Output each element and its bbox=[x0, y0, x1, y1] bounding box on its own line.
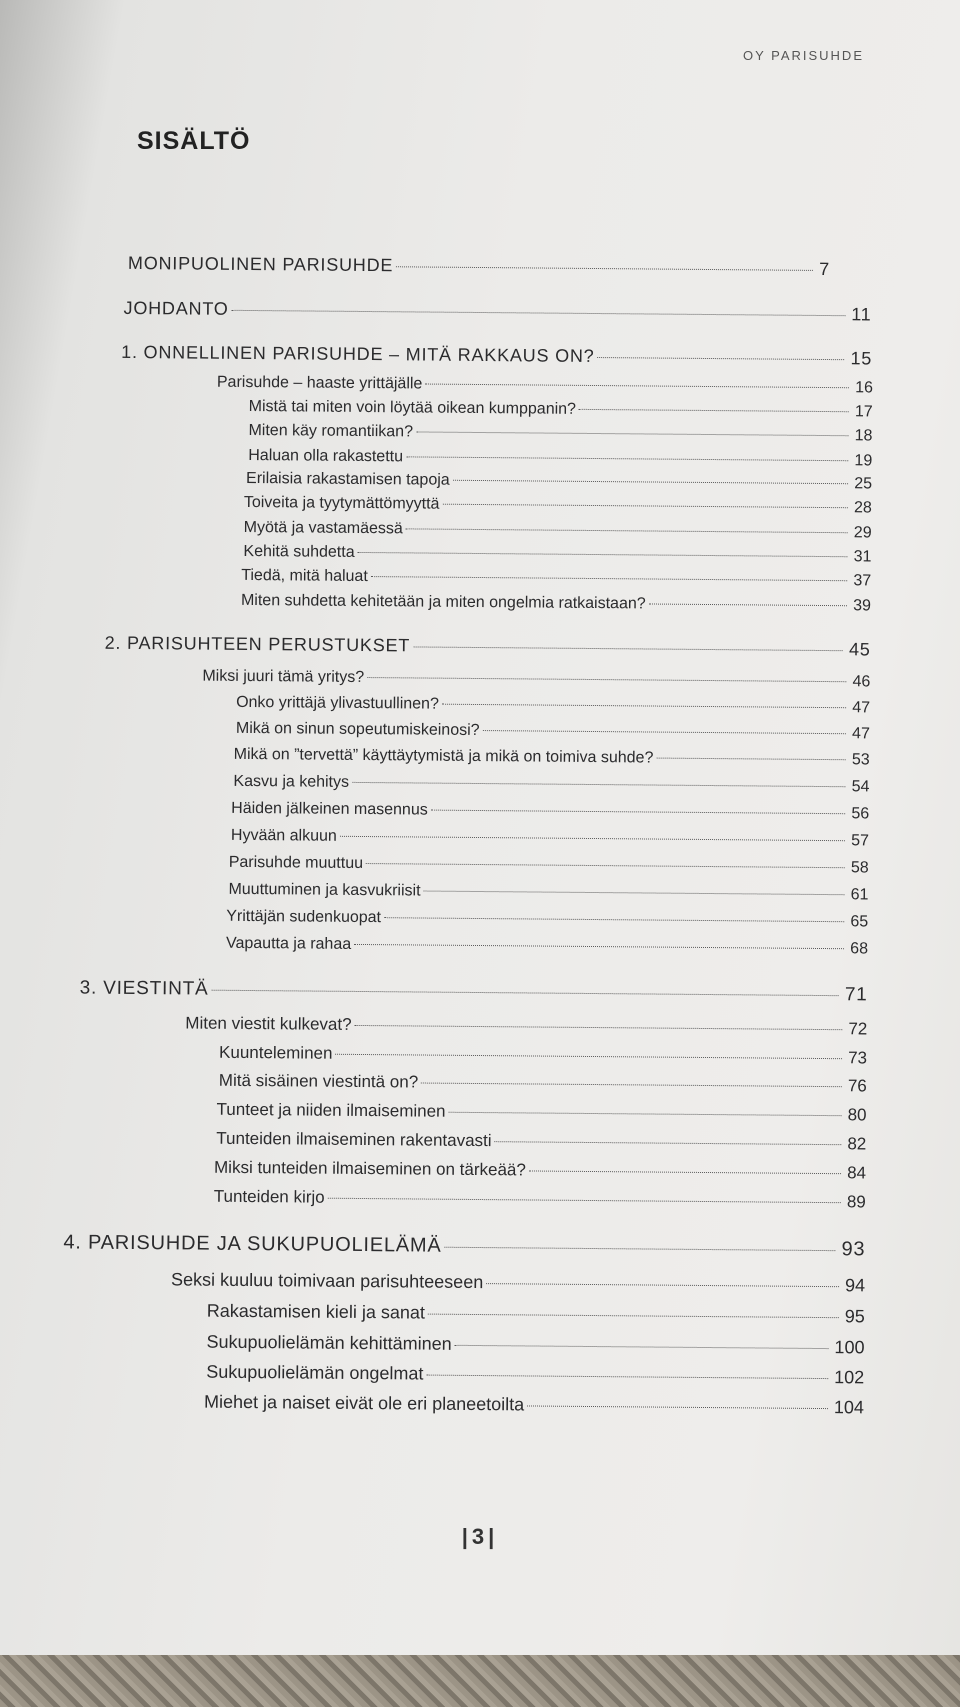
entry-page: 31 bbox=[853, 548, 872, 566]
toc-entry bbox=[229, 854, 869, 878]
entry-page: 47 bbox=[852, 725, 870, 743]
dot-leader bbox=[656, 758, 845, 761]
dot-leader bbox=[442, 704, 846, 709]
entry-page: 45 bbox=[848, 639, 871, 660]
dot-leader bbox=[352, 782, 846, 787]
toc-entry bbox=[128, 253, 830, 280]
dot-leader bbox=[328, 1198, 841, 1203]
toc-entry bbox=[185, 1013, 867, 1039]
entry-title: Mikä on ”tervettä” käyttäytymistä ja mikä on toimiva suhde? bbox=[233, 745, 654, 767]
entry-title: Sukupuolielämän ongelmat bbox=[206, 1361, 424, 1384]
dot-leader bbox=[449, 1112, 842, 1116]
entry-page: 76 bbox=[847, 1076, 867, 1096]
page-number bbox=[0, 1524, 960, 1550]
entry-page: 16 bbox=[855, 379, 873, 397]
entry-title: Miten viestit kulkevat? bbox=[185, 1013, 352, 1034]
entry-page: 65 bbox=[850, 913, 869, 931]
toc-entry bbox=[105, 633, 871, 661]
dot-leader bbox=[340, 836, 845, 841]
toc-entry bbox=[121, 342, 872, 370]
dot-leader bbox=[425, 384, 849, 389]
dot-leader bbox=[598, 357, 845, 360]
dot-leader bbox=[406, 528, 848, 533]
toc-entry bbox=[206, 1332, 864, 1359]
dot-leader bbox=[421, 1083, 842, 1088]
entry-title: Haluan olla rakastettu bbox=[248, 446, 404, 466]
toc-entry bbox=[63, 1231, 865, 1261]
entry-page: 17 bbox=[854, 403, 873, 421]
toc-entry bbox=[206, 1362, 864, 1389]
toc-entry bbox=[231, 827, 869, 851]
toc-entry bbox=[246, 470, 872, 493]
dot-leader bbox=[384, 917, 844, 922]
entry-page: 104 bbox=[833, 1397, 865, 1418]
entry-title: Miksi juuri tämä yritys? bbox=[202, 667, 365, 687]
dot-leader bbox=[455, 1345, 829, 1349]
entry-page: 47 bbox=[852, 699, 871, 717]
entry-title: Onko yrittäjä ylivastuullinen? bbox=[236, 693, 439, 713]
entry-page: 73 bbox=[848, 1048, 868, 1068]
entry-title: Kehitä suhdetta bbox=[243, 542, 355, 561]
entry-page: 57 bbox=[851, 832, 870, 850]
entry-title: 4. PARISUHDE JA SUKUPUOLIELÄMÄ bbox=[63, 1231, 442, 1257]
dot-leader bbox=[212, 990, 839, 996]
dot-leader bbox=[445, 1247, 836, 1251]
entry-page: 29 bbox=[853, 524, 872, 542]
dot-leader bbox=[396, 266, 813, 271]
toc-entry bbox=[228, 881, 868, 905]
dot-leader bbox=[527, 1405, 828, 1409]
entry-title: Kasvu ja kehitys bbox=[233, 772, 350, 791]
toc-entry bbox=[231, 800, 869, 824]
dot-leader bbox=[486, 1283, 839, 1287]
entry-page: 56 bbox=[851, 805, 870, 823]
entry-title: 2. PARISUHTEEN PERUSTUKSET bbox=[104, 632, 411, 656]
entry-title: 1. ONNELLINEN PARISUHDE – MITÄ RAKKAUS ON? bbox=[121, 341, 595, 367]
toc-entry bbox=[241, 592, 871, 615]
dot-leader bbox=[579, 409, 849, 412]
dot-leader bbox=[495, 1141, 842, 1145]
page-number-bar-right: | bbox=[488, 1524, 499, 1549]
dot-leader bbox=[371, 576, 848, 581]
toc-entry bbox=[236, 694, 870, 718]
running-header: OY PARISUHDE bbox=[742, 48, 864, 63]
dot-leader bbox=[453, 480, 849, 484]
dot-leader bbox=[426, 1375, 828, 1380]
entry-title: Mistä tai miten voin löytää oikean kumppanin? bbox=[248, 397, 577, 418]
entry-page: 93 bbox=[841, 1238, 866, 1261]
dot-leader bbox=[442, 504, 848, 509]
toc-entry bbox=[219, 1071, 867, 1097]
entry-title: Sukupuolielämän kehittäminen bbox=[206, 1331, 452, 1354]
entry-title: Myötä ja vastamäessä bbox=[243, 518, 403, 538]
entry-title: Miten käy romantiikan? bbox=[248, 421, 414, 441]
toc-entry bbox=[80, 978, 868, 1007]
entry-title: Parisuhde – haaste yrittäjälle bbox=[216, 373, 423, 393]
toc-entry bbox=[171, 1269, 865, 1296]
dot-leader bbox=[406, 456, 848, 461]
entry-title: JOHDANTO bbox=[123, 297, 229, 319]
entry-page: 72 bbox=[848, 1019, 868, 1039]
toc-entry bbox=[248, 447, 872, 470]
entry-page: 100 bbox=[834, 1337, 865, 1358]
entry-title: Tunteiden kirjo bbox=[213, 1186, 325, 1207]
dot-leader bbox=[367, 677, 846, 682]
entry-page: 28 bbox=[853, 499, 872, 517]
entry-page: 102 bbox=[834, 1367, 865, 1388]
entry-page: 89 bbox=[846, 1192, 866, 1212]
toc-entry bbox=[234, 746, 870, 770]
dot-leader bbox=[649, 603, 848, 606]
entry-page: 53 bbox=[851, 751, 870, 769]
dot-leader bbox=[428, 1314, 839, 1319]
entry-title: Vapautta ja rahaa bbox=[225, 934, 352, 953]
entry-title: Yrittäjän sudenkuopat bbox=[226, 907, 382, 927]
toc-entry bbox=[219, 1043, 867, 1069]
background-surface bbox=[0, 1655, 960, 1707]
entry-page: 82 bbox=[847, 1134, 867, 1154]
dot-leader bbox=[355, 1025, 843, 1030]
entry-title: Toiveita ja tyytymättömyyttä bbox=[243, 493, 440, 513]
dot-leader bbox=[483, 730, 847, 734]
toc-entry bbox=[248, 422, 872, 445]
toc-entry bbox=[216, 1129, 866, 1155]
toc-entry bbox=[214, 1158, 866, 1184]
entry-page: 80 bbox=[847, 1105, 867, 1125]
entry-page: 94 bbox=[844, 1275, 866, 1296]
dot-leader bbox=[366, 863, 845, 868]
entry-page: 95 bbox=[844, 1306, 865, 1327]
entry-page: 19 bbox=[854, 452, 873, 470]
entry-title: 3. VIESTINTÄ bbox=[79, 977, 209, 1000]
dot-leader bbox=[431, 810, 846, 815]
toc-entry bbox=[226, 908, 868, 932]
entry-page: 37 bbox=[853, 572, 872, 590]
page-number-value: 3 bbox=[471, 1524, 489, 1549]
entry-page: 84 bbox=[847, 1163, 867, 1183]
entry-page: 11 bbox=[851, 304, 872, 325]
entry-page: 7 bbox=[819, 258, 831, 280]
toc-entry bbox=[243, 543, 871, 566]
toc-entry bbox=[217, 374, 873, 398]
entry-title: Miksi tunteiden ilmaiseminen on tärkeää? bbox=[213, 1157, 526, 1180]
dot-leader bbox=[529, 1170, 841, 1174]
toc-entry bbox=[204, 1392, 864, 1419]
dot-leader bbox=[416, 431, 849, 436]
entry-page: 58 bbox=[850, 859, 869, 877]
entry-page: 46 bbox=[852, 673, 871, 691]
entry-title: Seksi kuuluu toimivaan parisuhteeseen bbox=[171, 1269, 484, 1293]
dot-leader bbox=[358, 552, 848, 557]
toc-entry bbox=[233, 773, 869, 797]
entry-page: 25 bbox=[854, 475, 873, 493]
entry-title: Mitä sisäinen viestintä on? bbox=[218, 1070, 419, 1092]
entry-page: 18 bbox=[854, 427, 873, 445]
toc-entry bbox=[241, 567, 871, 590]
toc-entry bbox=[214, 1187, 866, 1213]
entry-page: 54 bbox=[851, 778, 870, 796]
toc-entry bbox=[244, 494, 872, 517]
page-title: SISÄLTÖ bbox=[137, 127, 251, 155]
dot-leader bbox=[232, 310, 846, 316]
entry-title: Tiedä, mitä haluat bbox=[241, 566, 368, 586]
entry-page: 15 bbox=[850, 348, 873, 369]
toc-entry bbox=[249, 398, 873, 421]
dot-leader bbox=[413, 646, 843, 651]
toc-entry bbox=[226, 935, 868, 959]
toc-entry bbox=[236, 720, 870, 744]
entry-page: 68 bbox=[850, 940, 869, 958]
entry-title: Muuttuminen ja kasvukriisit bbox=[228, 880, 421, 900]
entry-title: Miten suhdetta kehitetään ja miten ongelmia ratkaistaan? bbox=[240, 591, 646, 613]
entry-title: Parisuhde muuttuu bbox=[228, 853, 364, 873]
toc-entry bbox=[123, 298, 871, 326]
entry-title: Miehet ja naiset eivät ole eri planeetoilta bbox=[203, 1391, 525, 1415]
entry-page: 39 bbox=[853, 597, 872, 615]
entry-page: 71 bbox=[844, 984, 868, 1006]
entry-title: MONIPUOLINEN PARISUHDE bbox=[127, 252, 394, 276]
entry-title: Erilaisia rakastamisen tapoja bbox=[246, 469, 450, 489]
toc-entry bbox=[216, 1100, 866, 1126]
entry-title: Hyvään alkuun bbox=[230, 826, 337, 845]
dot-leader bbox=[335, 1054, 842, 1059]
toc-entry bbox=[244, 519, 872, 542]
entry-title: Tunteiden ilmaiseminen rakentavasti bbox=[216, 1128, 492, 1151]
dot-leader bbox=[424, 891, 845, 896]
toc-entry bbox=[202, 668, 870, 692]
entry-title: Kuunteleminen bbox=[218, 1042, 333, 1063]
toc-entry bbox=[207, 1301, 865, 1328]
entry-title: Rakastamisen kieli ja sanat bbox=[206, 1300, 426, 1323]
entry-title: Häiden jälkeinen masennus bbox=[231, 799, 428, 819]
entry-title: Tunteet ja niiden ilmaiseminen bbox=[216, 1099, 446, 1121]
page-number-bar-left: | bbox=[461, 1524, 472, 1549]
entry-page: 61 bbox=[850, 886, 869, 904]
dot-leader bbox=[354, 944, 844, 949]
entry-title: Mikä on sinun sopeutumiskeinosi? bbox=[235, 719, 480, 740]
